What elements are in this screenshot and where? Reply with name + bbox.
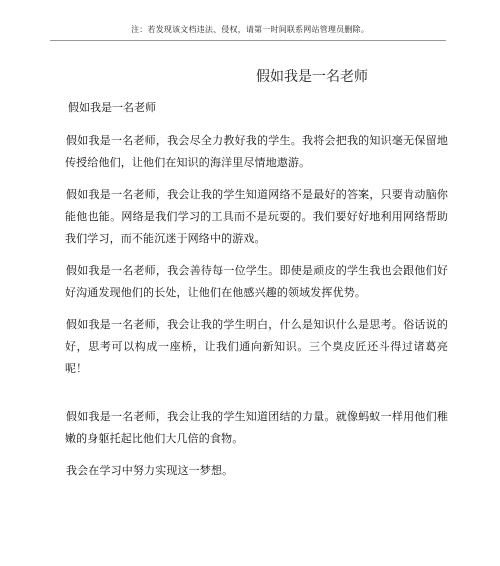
- paragraph-5: 假如我是一名老师，我会让我的学生知道团结的力量。就像蚂蚁一样用他们稚嫩的身躯托起比他们大几倍的食物。: [65, 410, 448, 445]
- paragraph-2: 假如我是一名老师，我会让我的学生知道网络不是最好的答案，只要肯动脑你能他也能。网络是我们学习的工具而不是玩耍的。我们要好好地利用网络帮助我们学习，而不能沉迷于网络中的游戏。: [65, 188, 448, 245]
- paragraph-6: 我会在学习中努力实现这一梦想。: [66, 464, 234, 477]
- paragraph-4: 假如我是一名老师，我会让我的学生明白，什么是知识什么是思考。俗话说的好，思考可以构成一座桥，让我们通向新知识。三个臭皮匠还斗得过诸葛亮呢！: [65, 318, 448, 375]
- header-divider: [50, 40, 446, 41]
- document-body: [65, 97, 448, 492]
- paragraph-3: 假如我是一名老师，我会善待每一位学生。即使是顽皮的学生我也会跟他们好好沟通发现他们的长处，让他们在他感兴趣的领域发挥优势。: [65, 264, 448, 299]
- paragraph-1: 假如我是一名老师，我会尽全力教好我的学生。我将会把我的知识毫无保留地传授给他们，让他们在知识的海洋里尽情地遨游。: [65, 134, 448, 169]
- document-title: 假如我是一名老师: [256, 69, 368, 85]
- document-subtitle: 假如我是一名老师: [68, 101, 156, 114]
- disclaimer-notice: 注：若发现该文档违法、侵权，请第一时间联系网站管理员删除。: [131, 25, 369, 34]
